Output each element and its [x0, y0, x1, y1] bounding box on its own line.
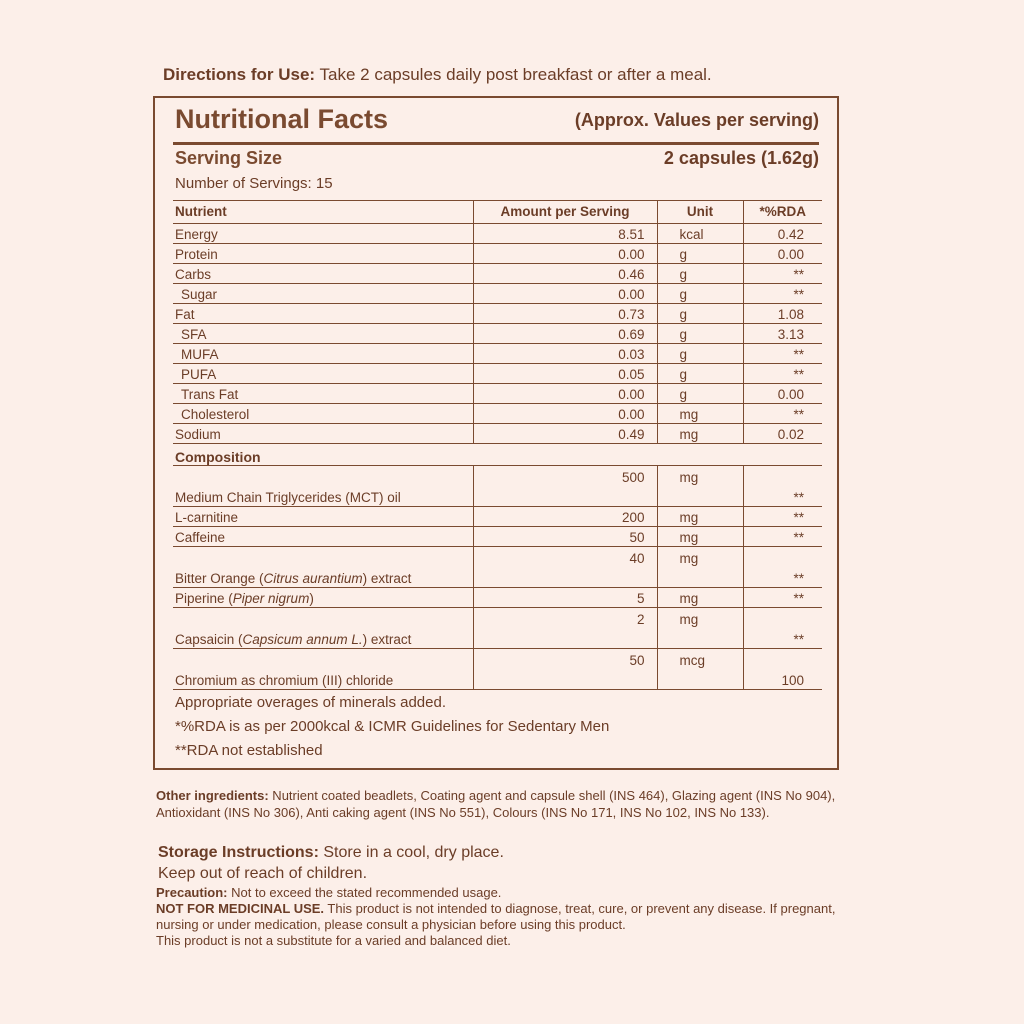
nutrient-rda: **	[743, 404, 822, 424]
composition-rda: **	[743, 507, 822, 527]
composition-rda: **	[743, 608, 822, 649]
composition-unit: mcg	[657, 649, 743, 690]
composition-row	[173, 649, 822, 690]
composition-name	[173, 547, 473, 588]
storage-line2: Keep out of reach of children.	[158, 865, 368, 882]
nutrient-row	[173, 404, 822, 424]
storage-text: Store in a cool, dry place.	[318, 844, 504, 861]
title-divider	[173, 142, 819, 145]
composition-amount: 40	[473, 547, 657, 588]
composition-name-pre: Capsaicin (	[175, 632, 243, 647]
composition-name: Medium Chain Triglycerides (MCT) oil	[173, 466, 473, 507]
nutrient-unit: kcal	[657, 224, 743, 244]
storage-instructions	[158, 842, 858, 884]
header-amount: Amount per Serving	[473, 201, 657, 224]
nutrient-rda: **	[743, 284, 822, 304]
composition-row	[173, 466, 822, 507]
header-nutrient: Nutrient	[173, 201, 473, 224]
nutrient-unit: g	[657, 264, 743, 284]
nutrient-rda: 1.08	[743, 304, 822, 324]
nutrient-unit: g	[657, 304, 743, 324]
nutrient-amount: 0.00	[473, 404, 657, 424]
composition-name-pre: Bitter Orange (	[175, 571, 264, 586]
nutrient-amount: 0.69	[473, 324, 657, 344]
composition-amount: 2	[473, 608, 657, 649]
nutrient-amount: 0.00	[473, 244, 657, 264]
nutrient-rda: **	[743, 364, 822, 384]
nutrient-rda: 0.02	[743, 424, 822, 444]
nutrient-row	[173, 324, 822, 344]
composition-name: Chromium as chromium (III) chloride	[173, 649, 473, 690]
nutrient-unit: g	[657, 284, 743, 304]
composition-row	[173, 507, 822, 527]
nutrient-name: Fat	[173, 304, 473, 324]
nutrient-unit: mg	[657, 404, 743, 424]
composition-unit: mg	[657, 527, 743, 547]
composition-unit: mg	[657, 608, 743, 649]
header-unit: Unit	[657, 201, 743, 224]
nutrient-row	[173, 244, 822, 264]
composition-row	[173, 608, 822, 649]
composition-name-post: )	[309, 591, 314, 606]
nutrient-amount: 0.00	[473, 284, 657, 304]
rda-not-established-note: **RDA not established	[175, 742, 323, 759]
nutrient-rda: 0.42	[743, 224, 822, 244]
composition-amount: 5	[473, 588, 657, 608]
not-for-medicinal-use-label: NOT FOR MEDICINAL USE.	[156, 901, 325, 916]
nutrient-name: Protein	[173, 244, 473, 264]
directions-text: Take 2 capsules daily post breakfast or after a meal.	[315, 65, 712, 84]
nutrient-name: MUFA	[173, 344, 473, 364]
directions-label: Directions for Use:	[163, 65, 316, 84]
nutrient-row	[173, 284, 822, 304]
nutrient-amount: 0.00	[473, 384, 657, 404]
nutrient-rda: 3.13	[743, 324, 822, 344]
nutrient-row	[173, 424, 822, 444]
nutrient-amount: 0.73	[473, 304, 657, 324]
table-header-row	[173, 201, 822, 224]
nutrient-amount: 8.51	[473, 224, 657, 244]
composition-row	[173, 547, 822, 588]
composition-name-latin: Citrus aurantium	[263, 571, 363, 586]
other-ingredients-label: Other ingredients:	[156, 788, 269, 803]
composition-amount: 50	[473, 649, 657, 690]
other-ingredients-text: Nutrient coated beadlets, Coating agent and capsule shell (INS 464), Glazing agent (INS No 904), Antioxidant (INS No 306), Anti caking agent (INS No 551), Colours (INS No 171, INS No 102, INS No 133).	[156, 788, 836, 820]
composition-name: Caffeine	[173, 527, 473, 547]
composition-row	[173, 588, 822, 608]
nutrient-name: Energy	[173, 224, 473, 244]
nutrient-name: SFA	[173, 324, 473, 344]
nutrient-name: Trans Fat	[173, 384, 473, 404]
composition-name	[173, 608, 473, 649]
overages-note: Appropriate overages of minerals added.	[175, 694, 446, 711]
composition-name-post: ) extract	[362, 571, 412, 586]
nutrient-unit: g	[657, 384, 743, 404]
nutrient-amount: 0.05	[473, 364, 657, 384]
composition-rda: **	[743, 527, 822, 547]
nutrient-row	[173, 384, 822, 404]
nutrition-table	[173, 200, 822, 690]
number-of-servings: Number of Servings: 15	[175, 175, 333, 192]
composition-rda: 100	[743, 649, 822, 690]
nutrient-amount: 0.46	[473, 264, 657, 284]
nutrient-name: Sugar	[173, 284, 473, 304]
composition-name	[173, 588, 473, 608]
composition-name-post: ) extract	[362, 632, 412, 647]
composition-amount: 50	[473, 527, 657, 547]
not-for-medicinal-use-text: This product is not intended to diagnose, treat, cure, or prevent any disease. If pregnant, nursing or under medication, please consult a physician before using this product.	[156, 901, 836, 932]
composition-unit: mg	[657, 547, 743, 588]
composition-unit: mg	[657, 466, 743, 507]
composition-name-latin: Capsicum annum L.	[242, 632, 363, 647]
composition-rda: **	[743, 588, 822, 608]
composition-unit: mg	[657, 588, 743, 608]
substitute-note: This product is not a substitute for a varied and balanced diet.	[156, 933, 511, 948]
nutrient-row	[173, 364, 822, 384]
composition-label: Composition	[173, 444, 822, 466]
nutrient-rda: 0.00	[743, 384, 822, 404]
nutrient-amount: 0.03	[473, 344, 657, 364]
composition-amount: 200	[473, 507, 657, 527]
nutrient-rda: **	[743, 264, 822, 284]
composition-amount: 500	[473, 466, 657, 507]
nutrient-name: PUFA	[173, 364, 473, 384]
nutrient-row	[173, 344, 822, 364]
nutrient-name: Sodium	[173, 424, 473, 444]
nutrient-rda: **	[743, 344, 822, 364]
rda-basis-note: *%RDA is as per 2000kcal & ICMR Guidelines for Sedentary Men	[175, 718, 610, 735]
nutrient-unit: g	[657, 244, 743, 264]
composition-rda: **	[743, 547, 822, 588]
composition-name-pre: Piperine (	[175, 591, 233, 606]
nutrient-unit: g	[657, 364, 743, 384]
nutrient-row	[173, 264, 822, 284]
composition-name: L-carnitine	[173, 507, 473, 527]
nutrient-rda: 0.00	[743, 244, 822, 264]
approx-values-note: (Approx. Values per serving)	[574, 110, 819, 130]
nutrient-unit: g	[657, 344, 743, 364]
nutrition-facts-panel	[153, 96, 839, 770]
nutrient-unit: g	[657, 324, 743, 344]
precaution-label: Precaution:	[156, 885, 228, 900]
serving-size-value: 2 capsules (1.62g)	[663, 148, 819, 168]
precaution-block	[156, 885, 856, 949]
nutrient-unit: mg	[657, 424, 743, 444]
directions-for-use	[163, 64, 883, 86]
panel-title: Nutritional Facts	[175, 104, 389, 134]
other-ingredients	[156, 787, 856, 821]
composition-header-row	[173, 444, 822, 466]
composition-row	[173, 527, 822, 547]
storage-label: Storage Instructions:	[158, 844, 319, 861]
composition-unit: mg	[657, 507, 743, 527]
precaution-text: Not to exceed the stated recommended usage.	[227, 885, 502, 900]
composition-rda: **	[743, 466, 822, 507]
header-rda: *%RDA	[743, 201, 822, 224]
nutrient-row	[173, 224, 822, 244]
nutrient-name: Carbs	[173, 264, 473, 284]
nutrient-name: Cholesterol	[173, 404, 473, 424]
nutrient-amount: 0.49	[473, 424, 657, 444]
nutrient-row	[173, 304, 822, 324]
serving-size-label: Serving Size	[175, 148, 283, 168]
composition-name-latin: Piper nigrum	[232, 591, 310, 606]
